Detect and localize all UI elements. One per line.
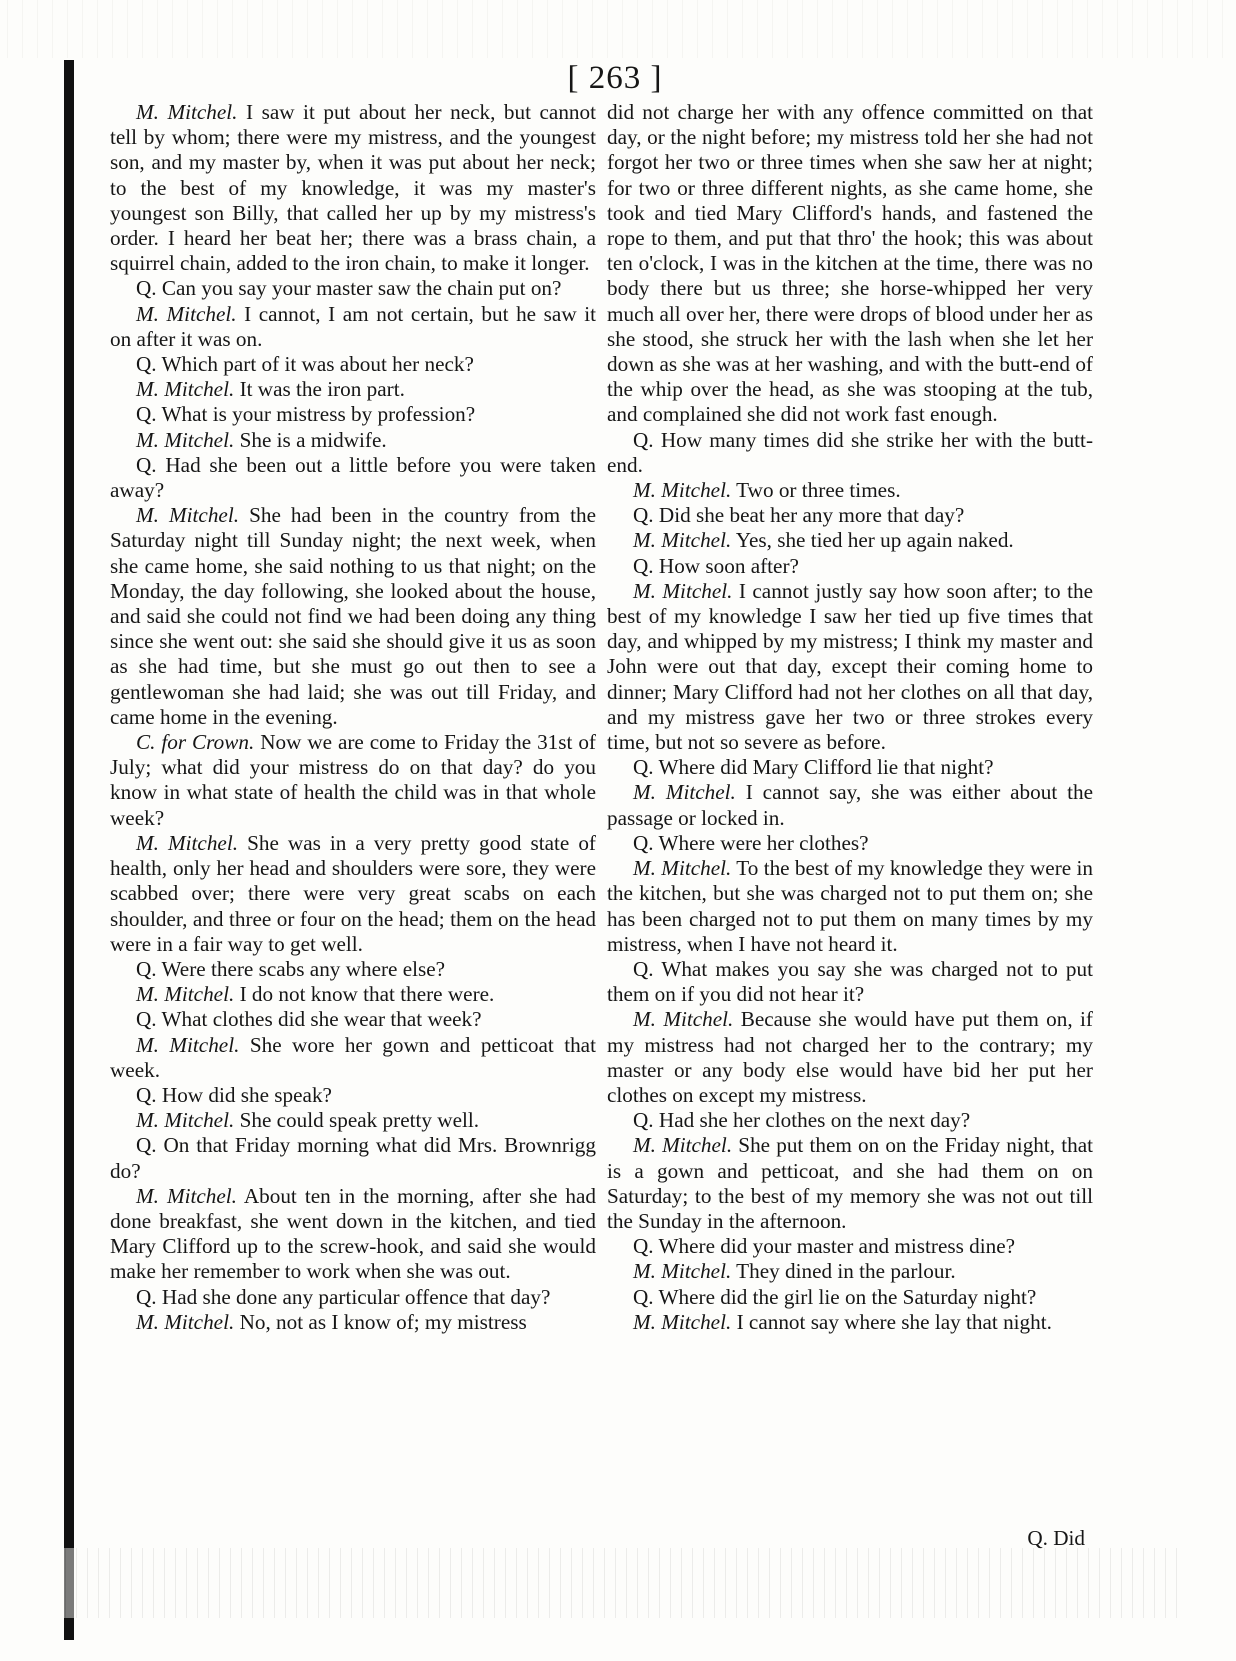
speaker-label: M. Mitchel. — [136, 1183, 237, 1208]
speaker-label: M. Mitchel. — [136, 982, 235, 1007]
speaker-label: C. for Crown. — [136, 730, 255, 755]
paragraph-text: I cannot say where she lay that night. — [731, 1309, 1052, 1334]
page-number: [ 263 ] — [567, 60, 663, 96]
paragraph — [110, 831, 596, 957]
paragraph-text: They dined in the parlour. — [731, 1259, 956, 1284]
paragraph — [110, 1310, 596, 1335]
paragraph — [607, 957, 1093, 1007]
paragraph — [607, 100, 1093, 428]
speaker-label: M. Mitchel. — [633, 780, 736, 805]
paragraph-text: did not charge her with any offence committed on that day, or the night before; my mistress told her she had not forgot her two or three times when she saw her at night; for two or three different nights, as she came home, she took and tied Mary Clifford's hands, and fastened the rope to them, and put that thro' the hook; this was about ten o'clock, I was in the kitchen at the time, there was no body there but us three; she horse-whipped her very much all over her, there were drops of blood under her as she stood, she struck her with the lash when she let her down as she was at her washing, and with the butt-end of the whip over the head, as she was stooping at the tub, and complained she did not work fast enough. — [607, 100, 1093, 427]
speaker-label: M. Mitchel. — [136, 830, 239, 855]
speaker-label: M. Mitchel. — [633, 1133, 733, 1158]
paragraph-text: Q. How many times did she strike her with the butt-end. — [607, 427, 1093, 477]
paragraph — [110, 982, 596, 1007]
paragraph-text: Q. Were there scabs any where else? — [136, 956, 446, 981]
paragraph-text: She wore her gown and petticoat that week. — [110, 1032, 596, 1082]
paragraph-text: I cannot say, she was either about the passage or locked in. — [607, 780, 1093, 830]
paragraph — [607, 554, 1093, 579]
paragraph — [607, 1108, 1093, 1133]
scan-bottom-edge — [60, 1548, 1180, 1618]
paragraph — [110, 100, 596, 276]
paragraph-text: Q. What makes you say she was charged not to put them on if you did not hear it? — [607, 956, 1093, 1007]
speaker-label: M. Mitchel. — [136, 377, 235, 402]
speaker-label: M. Mitchel. — [136, 301, 237, 326]
paragraph-text: Q. Which part of it was about her neck? — [136, 352, 474, 377]
speaker-label: M. Mitchel. — [633, 856, 732, 881]
paragraph-text: Q. Had she done any particular offence that day? — [136, 1284, 551, 1309]
paragraph — [607, 503, 1093, 528]
paragraph-text: I cannot justly say how soon after; to the best of my knowledge I saw her tied up five times that day, and whipped by my mistress; I think my master and John were out that day, except their coming home to dinner; Mary Clifford had not her clothes on all that day, and my mistress gave her two or three strokes every time, but not so severe as before. — [607, 578, 1093, 755]
paragraph-text: To the best of my knowledge they were in the kitchen, but she was charged not to put them on; she has been charged not to put them on many times by my mistress, when I have not heard it. — [607, 856, 1093, 956]
paragraph — [110, 276, 596, 301]
paragraph — [607, 1007, 1093, 1108]
binding-shadow — [64, 60, 74, 1640]
paragraph-text: Q. How soon after? — [633, 553, 799, 578]
speaker-label: M. Mitchel. — [136, 1309, 235, 1334]
paragraph-text: Q. Where did the girl lie on the Saturday night? — [633, 1284, 1037, 1309]
paragraph — [110, 453, 596, 503]
paragraph-text: She put them on on the Friday night, that is a gown and petticoat, and she had them on on Saturday; to the best of my memory she was not out till the Sunday in the afternoon. — [607, 1133, 1093, 1233]
paragraph-text: Q. Had she been out a little before you were taken away? — [110, 452, 596, 503]
paragraph-text: Two or three times. — [731, 478, 901, 503]
paragraph — [607, 579, 1093, 755]
paragraph-text: Because she would have put them on, if my mistress had not charged her to the contrary; my master or any body else would have bid her put her clothes on except my mistress. — [607, 1007, 1093, 1107]
paragraph-text: No, not as I know of; my mistress — [234, 1309, 527, 1334]
paragraph — [607, 1234, 1093, 1259]
catchword: Q. Did — [1027, 1526, 1085, 1550]
paragraph-text: Q. What clothes did she wear that week? — [136, 1007, 482, 1032]
paragraph — [110, 402, 596, 427]
paragraph-text: Yes, she tied her up again naked. — [731, 528, 1014, 553]
paragraph-text: I cannot, I am not certain, but he saw it on after it was on. — [110, 301, 596, 351]
paragraph — [110, 1083, 596, 1108]
paragraph — [607, 478, 1093, 503]
speaker-label: M. Mitchel. — [136, 1032, 240, 1057]
speaker-label: M. Mitchel. — [633, 1007, 734, 1032]
paragraph — [110, 1007, 596, 1032]
speaker-label: M. Mitchel. — [136, 503, 240, 528]
right-column — [607, 100, 1093, 1530]
paragraph-text: Q. Where were her clothes? — [633, 830, 869, 855]
scan-top-edge — [0, 0, 1236, 58]
speaker-label: M. Mitchel. — [633, 1309, 732, 1334]
paragraph-text: Q. Can you say your master saw the chain put on? — [136, 276, 562, 301]
paragraph-text: Q. On that Friday morning what did Mrs. Brownrigg do? — [110, 1133, 596, 1183]
paragraph-text: Now we are come to Friday the 31st of July; what did your mistress do on that day? do you know in what state of health the child was in that whole week? — [110, 730, 596, 830]
paragraph — [607, 1285, 1093, 1310]
speaker-label: M. Mitchel. — [633, 528, 732, 553]
paragraph — [607, 831, 1093, 856]
speaker-label: M. Mitchel. — [633, 578, 733, 603]
paragraph — [607, 428, 1093, 478]
paragraph — [110, 730, 596, 831]
paragraph — [110, 352, 596, 377]
paragraph — [110, 1033, 596, 1083]
left-column — [110, 100, 596, 1530]
paragraph-text: Q. Where did Mary Clifford lie that night? — [633, 755, 994, 780]
paragraph — [110, 377, 596, 402]
paragraph — [110, 957, 596, 982]
paragraph-text: She is a midwife. — [234, 427, 387, 452]
paragraph-text: About ten in the morning, after she had done breakfast, she went down in the kitchen, and tied Mary Clifford up to the screw-hook, and said she would make her remember to work when she was out. — [110, 1183, 596, 1284]
paragraph — [110, 1133, 596, 1183]
paragraph — [110, 503, 596, 730]
paragraph — [110, 1285, 596, 1310]
paragraph-text: Q. Had she her clothes on the next day? — [633, 1108, 971, 1133]
paragraph — [607, 1310, 1093, 1335]
paragraph — [607, 856, 1093, 957]
paragraph-text: It was the iron part. — [234, 377, 405, 402]
paragraph — [110, 1184, 596, 1285]
paragraph-text: Q. How did she speak? — [136, 1082, 332, 1107]
paragraph-text: Q. Where did your master and mistress dine? — [633, 1234, 1016, 1259]
speaker-label: M. Mitchel. — [633, 1259, 732, 1284]
paragraph — [607, 528, 1093, 553]
speaker-label: M. Mitchel. — [136, 1108, 235, 1133]
paragraph — [110, 1108, 596, 1133]
paragraph-text: I do not know that there were. — [234, 982, 495, 1007]
paragraph-text: Q. Did she beat her any more that day? — [633, 503, 965, 528]
paragraph-text: I saw it put about her neck, but cannot tell by whom; there were my mistress, and the youngest son, and my master by, when it was put about her neck; to the best of my knowledge, it was my master's youngest son Billy, that called her up by my mistress's order. I heard her beat her; there was a brass chain, a squirrel chain, added to the iron chain, to make it longer. — [110, 100, 596, 276]
paragraph — [110, 428, 596, 453]
paragraph — [607, 755, 1093, 780]
paragraph — [607, 1133, 1093, 1234]
paragraph — [607, 1259, 1093, 1284]
paragraph-text: She could speak pretty well. — [234, 1108, 480, 1133]
speaker-label: M. Mitchel. — [136, 100, 238, 124]
paragraph-text: She was in a very pretty good state of health, only her head and shoulders were sore, they were scabbed over; there were very great scabs on each shoulder, and three or four on the head; them on the head were in a fair way to get well. — [110, 830, 596, 956]
paragraph-text: She had been in the country from the Saturday night till Sunday night; the next week, when she came home, she said nothing to us that night; on the Monday, the day following, she looked about the house, and said she could not find we had been doing any thing since she went out: she said she should give it us as soon as she had time, but she must go out then to see a gentlewoman she had laid; she was out till Friday, and came home in the evening. — [110, 503, 596, 729]
speaker-label: M. Mitchel. — [136, 427, 235, 452]
paragraph — [607, 780, 1093, 830]
paragraph-text: Q. What is your mistress by profession? — [136, 402, 476, 427]
speaker-label: M. Mitchel. — [633, 478, 732, 503]
paragraph — [110, 302, 596, 352]
